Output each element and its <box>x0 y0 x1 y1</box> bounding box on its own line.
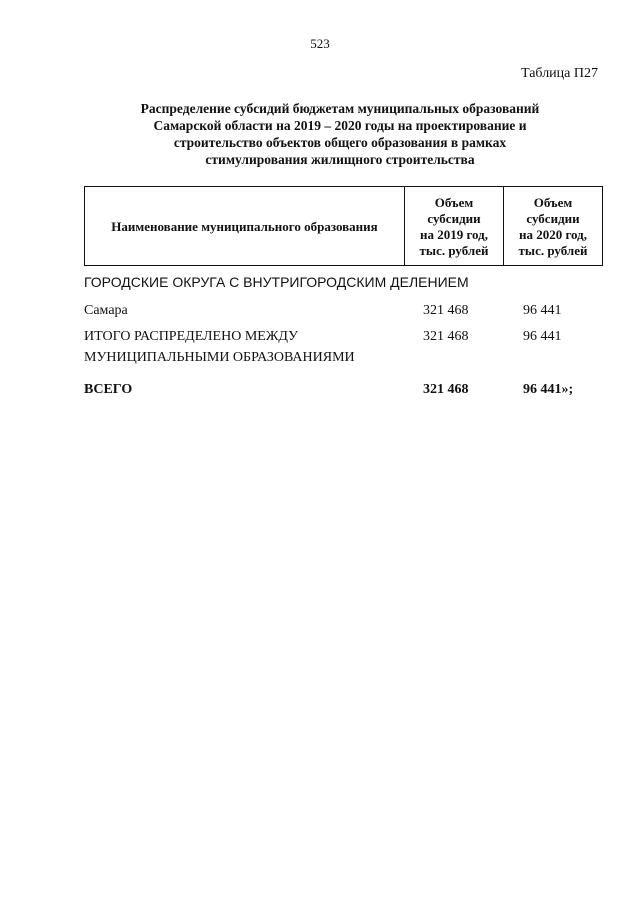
column-header-name: Наименование муниципального образования <box>85 187 405 266</box>
row-name: Самара <box>84 303 128 318</box>
column-header-2020 <box>504 187 603 266</box>
header-line: субсидии <box>427 211 481 226</box>
value-2019: 321 468 <box>423 329 469 344</box>
row-name-line: МУНИЦИПАЛЬНЫМИ ОБРАЗОВАНИЯМИ <box>84 350 355 365</box>
header-line: на 2020 год, <box>518 227 588 242</box>
section-header: ГОРОДСКИЕ ОКРУГА С ВНУТРИГОРОДСКИМ ДЕЛЕНИЕМ <box>84 274 469 290</box>
column-header-2019 <box>405 187 504 266</box>
header-row <box>85 187 603 266</box>
page-number: 523 <box>310 36 330 51</box>
table-label: Таблица П27 <box>521 66 598 81</box>
row-name: ВСЕГО <box>84 382 133 397</box>
header-line: субсидии <box>526 211 580 226</box>
value-2019: 321 468 <box>423 303 469 318</box>
title-line: Самарской области на 2019 – 2020 годы на проектирование и <box>153 118 527 133</box>
title-line: стимулирования жилищного строительства <box>205 152 475 167</box>
value-2020: 96 441 <box>523 329 562 344</box>
title-line: Распределение субсидий бюджетам муниципальных образований <box>140 101 540 116</box>
row-name <box>84 326 355 368</box>
title-line: строительство объектов общего образования в рамках <box>173 135 507 150</box>
row-name-line: ИТОГО РАСПРЕДЕЛЕНО МЕЖДУ <box>84 329 298 344</box>
value-2020: 96 441»; <box>523 382 574 397</box>
header-line: на 2019 год, <box>419 227 489 242</box>
subsidy-table-header <box>84 186 603 266</box>
document-title <box>82 100 598 168</box>
header-line: Объем <box>533 195 573 210</box>
header-line: Объем <box>434 195 474 210</box>
header-line: тыс. рублей <box>518 243 588 258</box>
value-2020: 96 441 <box>523 303 562 318</box>
value-2019: 321 468 <box>423 382 469 397</box>
header-line: тыс. рублей <box>419 243 489 258</box>
